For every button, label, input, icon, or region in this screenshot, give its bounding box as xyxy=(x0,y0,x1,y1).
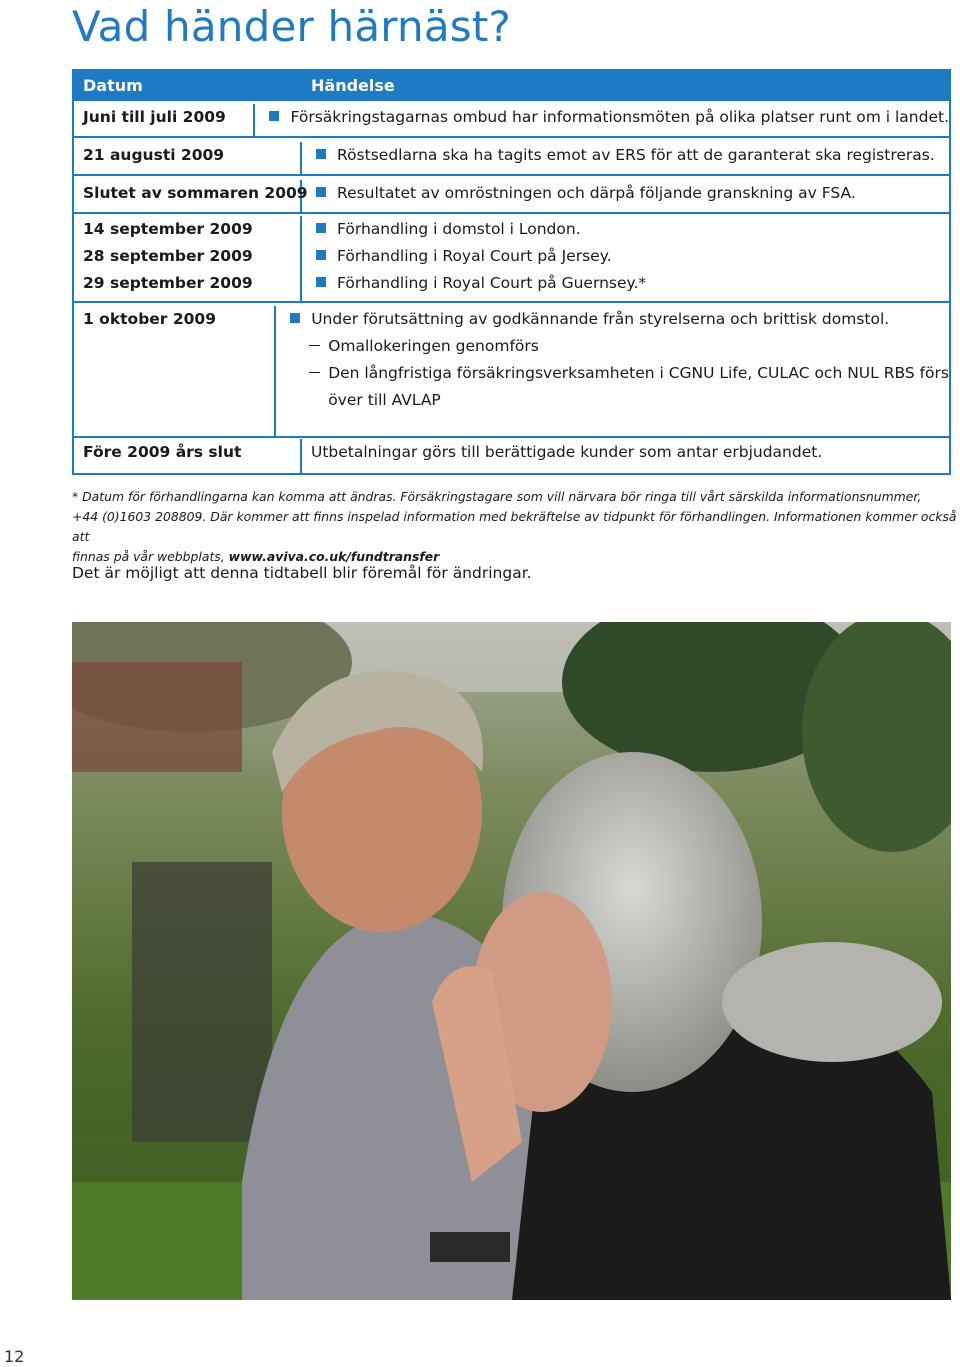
footnote xyxy=(72,487,958,567)
dash-icon xyxy=(309,372,320,373)
row-date: 21 augusti 2009 xyxy=(83,146,225,164)
header-date: Datum xyxy=(83,75,143,95)
table-row xyxy=(74,214,949,303)
event-item: Förhandling i Royal Court på Jersey. xyxy=(316,243,949,270)
table-row xyxy=(74,176,949,214)
row-date: Juni till juli 2009 xyxy=(83,108,226,126)
bullet-square-icon xyxy=(316,223,326,233)
bullet-square-icon xyxy=(316,250,326,260)
event-item: Försäkringstagarnas ombud har informationsmöten på olika platser runt om i landet. xyxy=(269,104,949,131)
bullet-square-icon xyxy=(316,277,326,287)
table-row xyxy=(74,101,949,138)
event-subitem: Den långfristiga försäkringsverksamheten i CGNU Life, CULAC och NUL RBS förs xyxy=(290,360,949,387)
table-header xyxy=(74,69,949,101)
website-link[interactable]: www.aviva.co.uk/fundtransfer xyxy=(228,549,440,564)
event-item: Utbetalningar görs till berättigade kunder som antar erbjudandet. xyxy=(311,443,823,461)
bullet-square-icon xyxy=(316,187,326,197)
footnote-line: finnas på vår webbplats, www.aviva.co.uk/fundtransfer xyxy=(72,549,440,564)
event-item: Under förutsättning av godkännande från styrelserna och brittisk domstol. xyxy=(290,306,949,333)
bullet-square-icon xyxy=(290,313,300,323)
event-item: Resultatet av omröstningen och därpå följande granskning av FSA. xyxy=(316,180,949,207)
table-row xyxy=(74,138,949,176)
event-subitem: Omallokeringen genomförs xyxy=(290,333,949,360)
schedule-table xyxy=(72,69,951,475)
footnote-line: +44 (0)1603 208809. Där kommer att finns inspelad information med bekräftelse av tidpunkt för förhandlingen. Informationen kommer också att xyxy=(72,509,957,544)
schedule-change-note: Det är möjligt att denna tidtabell blir föremål för ändringar. xyxy=(72,564,532,582)
dash-icon xyxy=(309,345,320,346)
table-row xyxy=(74,303,949,438)
row-date: 28 september 2009 xyxy=(83,247,253,265)
row-date: Slutet av sommaren 2009 xyxy=(83,184,308,202)
row-date: Före 2009 års slut xyxy=(83,443,242,461)
row-date: 1 oktober 2009 xyxy=(83,310,216,328)
event-item: Förhandling i Royal Court på Guernsey.* xyxy=(316,270,949,297)
table-row xyxy=(74,438,949,473)
page-title: Vad händer härnäst? xyxy=(72,2,511,51)
bullet-square-icon xyxy=(269,111,279,121)
row-date: 29 september 2009 xyxy=(83,274,253,292)
footnote-line: * Datum för förhandlingarna kan komma att ändras. Försäkringstagare som vill närvara bör ringa till vårt särskilda informationsnummer, xyxy=(72,489,922,504)
page-number: 12 xyxy=(4,1347,25,1366)
event-item: Röstsedlarna ska ha tagits emot av ERS för att de garanterat ska registreras. xyxy=(316,142,949,169)
bullet-square-icon xyxy=(316,149,326,159)
row-date: 14 september 2009 xyxy=(83,220,253,238)
couple-photo xyxy=(72,622,951,1300)
event-subitem-continuation: över till AVLAP xyxy=(328,391,441,409)
event-item: Förhandling i domstol i London. xyxy=(316,216,949,243)
header-event: Händelse xyxy=(311,75,395,95)
